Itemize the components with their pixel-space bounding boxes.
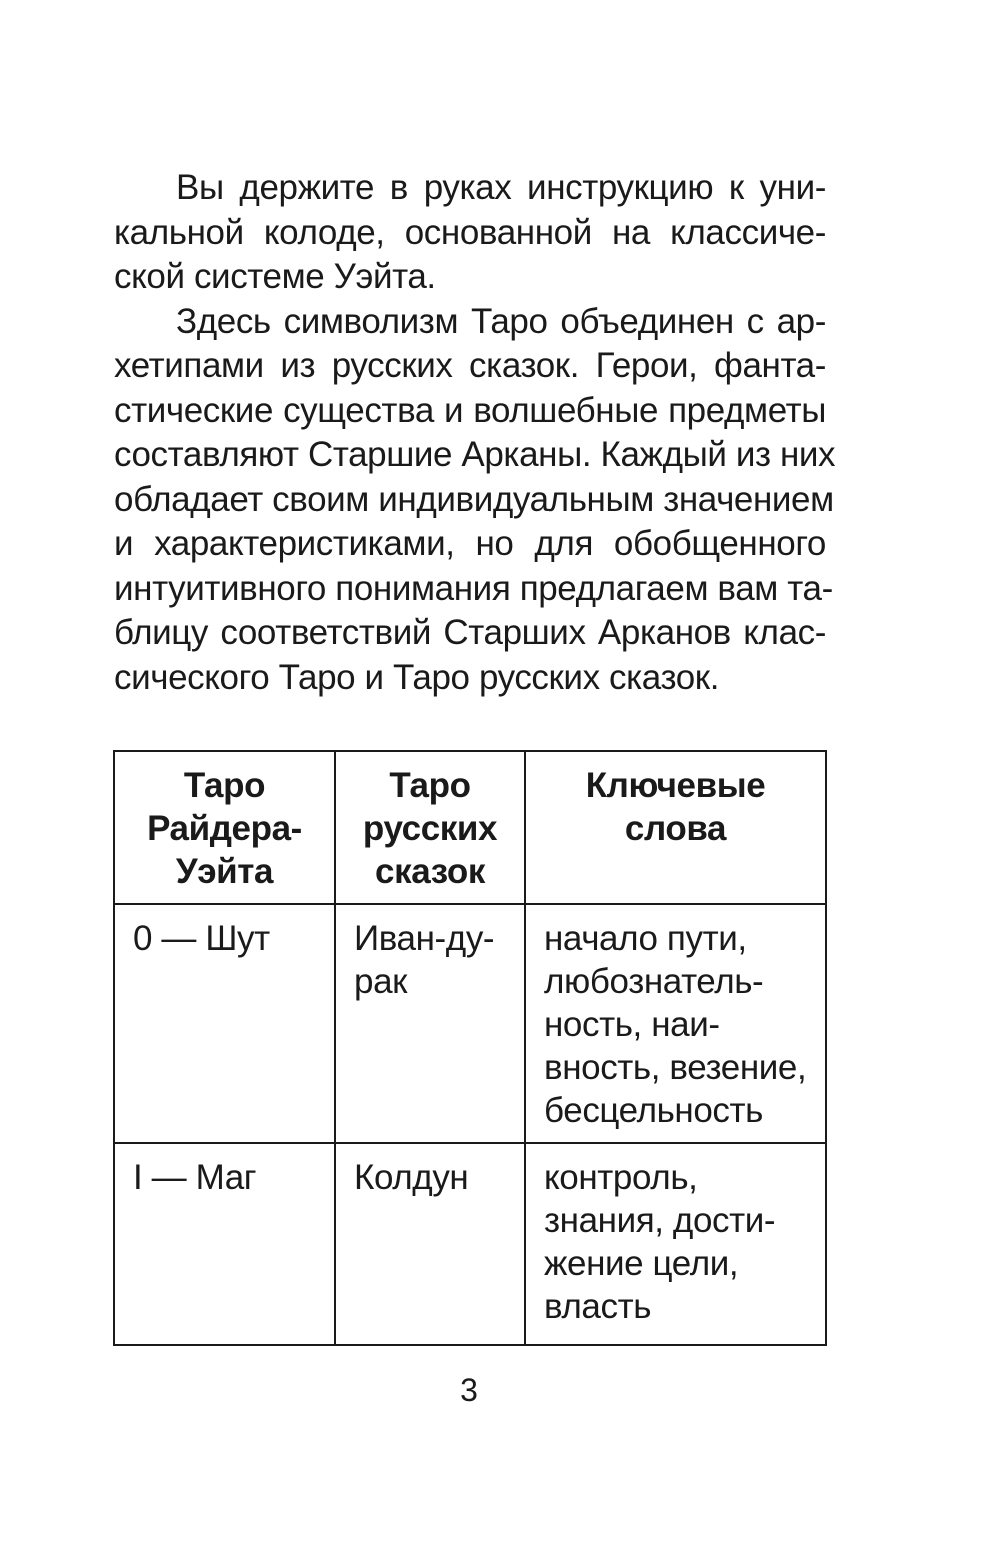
cell-line: ность, наи-	[544, 1005, 720, 1044]
cell-line: рак	[354, 962, 408, 1001]
intro-text	[114, 166, 836, 700]
intro-paragraph-1	[114, 166, 826, 300]
cell-line: вность, везение,	[544, 1048, 807, 1087]
page-number: 3	[460, 1372, 478, 1408]
header-line: Таро	[183, 766, 266, 805]
text-line: составляют Старшие Арканы. Каждый из них	[114, 435, 836, 474]
cell-keywords	[525, 904, 826, 1143]
cell-line: знания, дости-	[544, 1201, 776, 1240]
cell-line: Колдун	[354, 1158, 469, 1197]
text-line: блицу соответствий Старших Арканов клас-	[114, 613, 826, 652]
header-line: Уэйта	[175, 852, 274, 891]
header-line: Ключевые	[585, 766, 766, 805]
arcana-correspondence-table	[113, 750, 827, 1346]
cell-line: бесцельность	[544, 1091, 763, 1130]
header-line: сказок	[375, 852, 485, 891]
table-row	[114, 904, 826, 1143]
header-line: русских	[362, 809, 498, 848]
table-row	[114, 1143, 826, 1345]
cell-line: любознатель-	[544, 962, 764, 1001]
cell-rider-waite	[114, 1143, 335, 1345]
header-line: слова	[624, 809, 727, 848]
header-line: Райдера-	[147, 809, 302, 848]
cell-line: власть	[544, 1287, 652, 1326]
text-line: интуитивного понимания предлагаем вам та-	[114, 568, 833, 608]
cell-line: контроль,	[544, 1158, 698, 1197]
text-line: Вы держите в руках инструкцию к уни-	[176, 168, 826, 207]
cell-line: начало пути,	[544, 919, 747, 958]
header-keywords	[525, 751, 826, 904]
text-line: сического Таро и Таро русских сказок.	[114, 657, 720, 697]
text-line: обладает своим индивидуальным значением	[114, 479, 834, 519]
header-russian-tales	[335, 751, 525, 904]
text-line: и характеристиками, но для обобщенного	[114, 524, 826, 563]
text-line: хетипами из русских сказок. Герои, фанта-	[114, 346, 826, 385]
cell-rider-waite	[114, 904, 335, 1143]
cell-keywords	[525, 1143, 826, 1345]
text-line: стические существа и волшебные предметы	[114, 390, 826, 430]
text-line: кальной колоде, основанной на классиче-	[114, 212, 826, 252]
cell-line: жение цели,	[544, 1244, 739, 1283]
cell-russian-tales	[335, 1143, 525, 1345]
cell-line: 0 — Шут	[133, 919, 270, 958]
text-line: ской системе Уэйта.	[114, 257, 436, 296]
cell-line: Иван-ду-	[354, 919, 495, 958]
table-header-row	[114, 751, 826, 904]
header-line: Таро	[389, 766, 471, 805]
cell-line: I — Маг	[133, 1158, 257, 1197]
cell-russian-tales	[335, 904, 525, 1143]
text-line: Здесь символизм Таро объединен с ар-	[176, 301, 826, 341]
intro-paragraph-2	[114, 300, 836, 701]
header-rider-waite	[114, 751, 335, 904]
